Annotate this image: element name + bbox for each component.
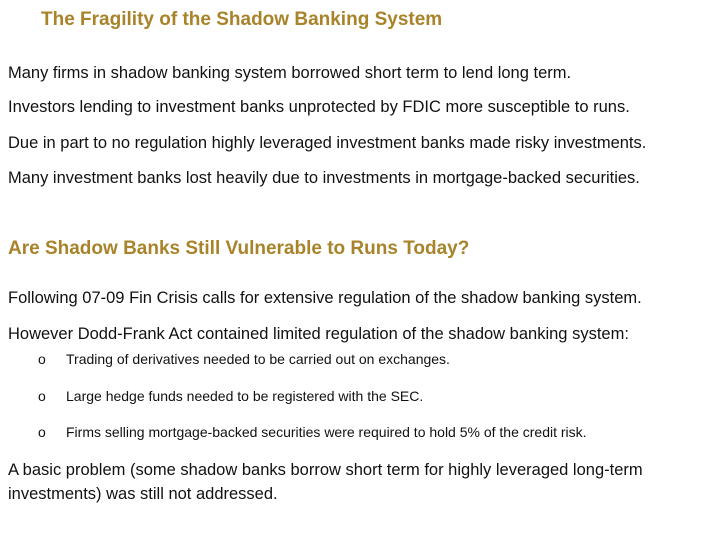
paragraph-calls-for-regulation: Following 07-09 Fin Crisis calls for extensive regulation of the shadow banking system. <box>8 289 642 307</box>
bullet-marker: o <box>38 351 46 367</box>
paragraph-borrowed-short-term: Many firms in shadow banking system borrowed short term to lend long term. <box>8 64 572 82</box>
paragraph-lost-heavily: Many investment banks lost heavily due to investments in mortgage-backed securities. <box>8 169 640 187</box>
bullet-item-hedge-funds <box>38 387 423 405</box>
bullet-item-derivatives <box>38 350 450 368</box>
paragraph-risky-investments: Due in part to no regulation highly leveraged investment banks made risky investments. <box>8 134 647 152</box>
paragraph-investors-unprotected: Investors lending to investment banks unprotected by FDIC more susceptible to runs. <box>8 98 630 116</box>
bullet-text: Large hedge funds needed to be registered with the SEC. <box>66 388 424 404</box>
bullet-text: Trading of derivatives needed to be carried out on exchanges. <box>66 351 450 367</box>
bullet-marker: o <box>38 388 46 404</box>
section-title-vulnerable: Are Shadow Banks Still Vulnerable to Runs Today? <box>8 238 470 259</box>
bullet-marker: o <box>38 424 46 440</box>
section-title-fragility: The Fragility of the Shadow Banking System <box>41 9 443 30</box>
bullet-text: Firms selling mortgage-backed securities were required to hold 5% of the credit risk. <box>66 424 587 440</box>
paragraph-dodd-frank: However Dodd-Frank Act contained limited regulation of the shadow banking system: <box>8 325 629 343</box>
paragraph-basic-problem: A basic problem (some shadow banks borrow short term for highly leveraged long-term investments) was still not addressed. <box>8 461 643 503</box>
bullet-item-credit-risk <box>38 423 587 441</box>
